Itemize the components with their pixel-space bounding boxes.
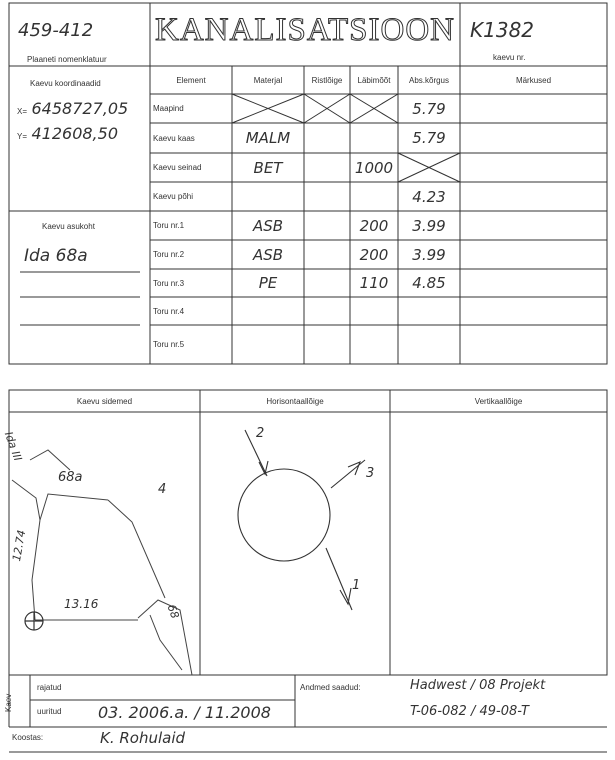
ties-section-label: Kaevu sidemed: [76, 396, 133, 406]
vertical-section-label: Vertikaallõige: [474, 396, 523, 406]
coord-x-prefix: X=: [17, 107, 28, 116]
well-number-value: K1382: [470, 18, 535, 42]
source-label: Andmed saadud:: [300, 683, 361, 692]
coord-y-prefix: Y=: [17, 132, 28, 141]
row-notes-value: [460, 269, 607, 297]
row-notes-value: [460, 182, 607, 211]
row-element-label: Maapind: [153, 104, 184, 113]
page-title: KANALISATSIOON: [155, 12, 455, 48]
location-value: Ida 68a: [24, 246, 88, 266]
row-notes-value: [460, 325, 607, 364]
row-cross-section-value: [304, 211, 350, 240]
row-notes-value: [460, 123, 607, 153]
pipe-2-label: 2: [256, 426, 265, 441]
row-diameter-value: [350, 325, 398, 364]
row-diameter-value: [350, 94, 398, 123]
row-diameter-value: 110: [359, 274, 389, 292]
source-value-2: T-06-082 / 49-08-T: [410, 704, 529, 719]
row-elevation-value: 5.79: [412, 129, 446, 147]
row-elevation-value: 4.23: [412, 187, 446, 206]
nomenclature-value: 459-412: [18, 20, 94, 41]
manhole-symbol: [25, 612, 43, 630]
side-label: Kaev: [4, 693, 13, 712]
row-diameter-value: 200: [359, 216, 389, 235]
row-notes-value: [460, 297, 607, 325]
row-material-value: MALM: [245, 129, 291, 147]
row-diameter-value: 200: [359, 245, 389, 264]
row-notes-value: [460, 240, 607, 269]
row-element-label: Toru nr.1: [153, 221, 185, 230]
row-notes-value: [460, 153, 607, 182]
distance-1: 12.74: [10, 528, 29, 563]
pipe-1-label: 1: [352, 578, 361, 593]
area-label: 4: [158, 482, 167, 497]
row-cross-section-value: [304, 182, 350, 211]
column-header-cross-section: Ristlõige: [311, 75, 343, 85]
row-elevation-value: 3.99: [412, 216, 446, 235]
row-element-label: Toru nr.5: [153, 340, 185, 349]
compiler-value: K. Rohulaid: [100, 729, 186, 747]
row-elevation-value: 5.79: [412, 99, 446, 118]
horizontal-section-label: Horisontaallõige: [266, 396, 324, 406]
coord-x-value: 6458727,05: [31, 99, 129, 118]
row-cross-section-value: [304, 240, 350, 269]
well-number-label: kaevu nr.: [493, 53, 526, 62]
row-cross-section-value: [304, 325, 350, 364]
column-header-elevation: Abs.kõrgus: [408, 75, 450, 85]
row-material-value: [232, 297, 304, 325]
row-material-value: PE: [258, 274, 278, 292]
column-header-notes: Märkused: [515, 75, 552, 85]
row-cross-section-value: [304, 94, 350, 123]
row-cross-section-value: [304, 269, 350, 297]
coord-y: [17, 124, 118, 144]
coords-label: Kaevu koordinaadid: [30, 79, 101, 88]
row-material-value: [232, 325, 304, 364]
pipe-3-label: 3: [366, 466, 375, 481]
row-diameter-value: 1000: [354, 158, 394, 177]
date-value: 03. 2006.a. / 11.2008: [98, 703, 271, 722]
column-header-element: Element: [176, 75, 206, 85]
column-header-diameter: Läbimõõt: [357, 75, 391, 85]
row-elevation-value: [398, 153, 460, 182]
row-diameter-value: [350, 123, 398, 153]
row-elevation-value: [398, 297, 460, 325]
row-material-value: BET: [253, 158, 283, 177]
corrected-label: uuritud: [37, 707, 62, 716]
compiler-label: Koostas:: [12, 733, 44, 742]
row-element-label: Toru nr.2: [153, 250, 185, 259]
building-2-label: 68: [164, 602, 182, 621]
row-diameter-value: [350, 182, 398, 211]
row-material-value: ASB: [252, 245, 284, 264]
row-notes-value: [460, 211, 607, 240]
row-material-value: ASB: [252, 216, 284, 235]
row-cross-section-value: [304, 123, 350, 153]
coord-x: [17, 99, 128, 119]
row-cross-section-value: [304, 153, 350, 182]
row-elevation-value: 3.99: [412, 245, 446, 264]
created-label: rajatud: [37, 683, 62, 692]
distance-2: 13.16: [64, 597, 99, 611]
row-material-value: [232, 94, 304, 123]
row-diameter-value: [350, 297, 398, 325]
row-element-label: Kaevu kaas: [153, 133, 195, 143]
nomenclature-label: Plaaneti nomenklatuur: [27, 55, 107, 64]
column-header-material: Materjal: [253, 75, 283, 85]
row-material-value: [232, 182, 304, 211]
row-element-label: Toru nr.4: [153, 306, 185, 316]
row-element-label: Kaevu põhi: [153, 192, 194, 201]
row-elevation-value: 4.85: [412, 274, 446, 292]
row-element-label: Kaevu seinad: [153, 163, 202, 172]
row-cross-section-value: [304, 297, 350, 325]
horizontal-section: [238, 430, 365, 610]
coord-y-value: 412608,50: [31, 124, 118, 143]
row-element-label: Toru nr.3: [153, 278, 185, 288]
source-value-1: Hadwest / 08 Projekt: [410, 678, 546, 693]
row-notes-value: [460, 94, 607, 123]
building-label: 68a: [58, 470, 83, 485]
location-label: Kaevu asukoht: [42, 222, 95, 231]
row-elevation-value: [398, 325, 460, 364]
street-label: Ida III: [1, 430, 25, 463]
